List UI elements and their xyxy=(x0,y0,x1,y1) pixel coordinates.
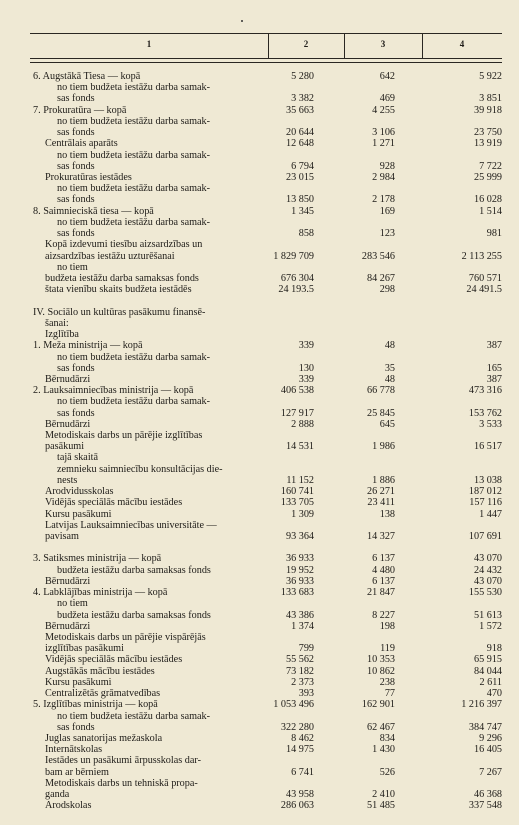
row-label: Centralizētās grāmatvedības xyxy=(45,688,161,700)
column-header-3: 3 xyxy=(380,39,386,49)
table-row xyxy=(0,352,519,363)
table-row xyxy=(0,509,519,520)
cell-value-c2: 13 850 xyxy=(285,194,314,206)
table-row xyxy=(0,654,519,665)
row-label: budžeta iestāžu darba samaksas fonds xyxy=(45,272,199,284)
cell-value-c2: 858 xyxy=(298,228,314,240)
cell-value-c4: 84 044 xyxy=(473,665,502,677)
cell-value-c4: 7 267 xyxy=(479,766,502,778)
cell-value-c4: 25 999 xyxy=(473,171,502,183)
row-label: Izglītība xyxy=(45,329,79,341)
cell-value-c2: 93 364 xyxy=(285,531,314,543)
table-row xyxy=(0,452,519,463)
cell-value-c4: 1 514 xyxy=(479,205,502,217)
cell-value-c2: 1 829 709 xyxy=(273,250,314,262)
table-row xyxy=(0,340,519,351)
table-row xyxy=(0,239,519,250)
cell-value-c4: 46 368 xyxy=(473,789,502,801)
table-row xyxy=(0,71,519,82)
row-label: sas fonds xyxy=(57,721,95,733)
table-row xyxy=(0,632,519,643)
cell-value-c2: 5 280 xyxy=(291,71,314,82)
cell-value-c3: 8 227 xyxy=(372,609,395,621)
row-label: aizsardzības iestāžu uzturēšanai xyxy=(45,250,175,262)
table-row xyxy=(0,161,519,172)
cell-value-c4: 981 xyxy=(486,228,502,240)
cell-value-c3: 66 778 xyxy=(366,385,395,397)
column-header-4: 4 xyxy=(459,39,465,49)
cell-value-c3: 1 886 xyxy=(372,474,395,486)
row-label: Kursu pasākumi xyxy=(45,508,112,520)
table-row xyxy=(0,194,519,205)
table-row xyxy=(0,228,519,239)
table-row xyxy=(0,363,519,374)
table-row xyxy=(0,621,519,632)
row-label: no tiem budžeta iestāžu darba samak- xyxy=(57,149,211,161)
cell-value-c3: 77 xyxy=(384,688,395,700)
row-label: sas fonds xyxy=(57,127,95,139)
table-row xyxy=(0,677,519,688)
row-label: 4. Labklājības ministrija — kopā xyxy=(33,587,168,599)
row-label: 7. Prokuratūra — kopā xyxy=(33,104,127,116)
cell-value-c3: 138 xyxy=(379,508,395,520)
table-row xyxy=(0,520,519,531)
table-row xyxy=(0,722,519,733)
cell-value-c4: 1 216 397 xyxy=(461,699,502,711)
table-row xyxy=(0,475,519,486)
row-label: Augstākās mācību iestādes xyxy=(45,665,155,677)
table-row xyxy=(0,643,519,654)
row-label: Juglas sanatorijas mežaskola xyxy=(45,732,163,744)
cell-value-c4: 7 722 xyxy=(479,160,502,172)
cell-value-c4: 387 xyxy=(486,373,502,385)
cell-value-c3: 23 411 xyxy=(367,497,395,509)
table-row xyxy=(0,206,519,217)
cell-value-c2: 23 015 xyxy=(285,171,314,183)
cell-value-c2: 339 xyxy=(298,373,314,385)
row-label: no tiem budžeta iestāžu darba samak- xyxy=(57,396,211,408)
table-row xyxy=(0,419,519,430)
cell-value-c4: 337 548 xyxy=(468,800,502,812)
cell-value-c3: 48 xyxy=(384,373,395,385)
table-row xyxy=(0,486,519,497)
cell-value-c2: 799 xyxy=(298,643,314,655)
cell-value-c3: 21 847 xyxy=(366,587,395,599)
cell-value-c3: 645 xyxy=(379,418,395,430)
table-row xyxy=(0,307,519,318)
cell-value-c3: 84 267 xyxy=(366,272,395,284)
cell-value-c4: 13 038 xyxy=(473,474,502,486)
cell-value-c4: 16 405 xyxy=(473,744,502,756)
row-label: izglītības pasākumi xyxy=(45,643,124,655)
row-label: šanai: xyxy=(45,317,69,329)
row-label: tajā skaitā xyxy=(57,452,99,464)
cell-value-c3: 2 984 xyxy=(372,171,395,183)
row-label: 8. Saimnieciskā tiesa — kopā xyxy=(33,205,154,217)
row-label: Vidējās speciālās mācību iestādes xyxy=(45,497,183,509)
row-label: Latvijas Lauksaimniecības universitāte — xyxy=(45,519,217,531)
cell-value-c3: 162 901 xyxy=(361,699,395,711)
cell-value-c3: 6 137 xyxy=(372,553,395,565)
cell-value-c3: 526 xyxy=(379,766,395,778)
row-label: nests xyxy=(57,474,78,486)
cell-value-c2: 36 933 xyxy=(285,575,314,587)
cell-value-c3: 469 xyxy=(379,93,395,105)
table-row xyxy=(0,778,519,789)
row-label: Kopā izdevumi tiesību aizsardzības un xyxy=(45,239,203,251)
cell-value-c4: 51 613 xyxy=(473,609,502,621)
cell-value-c2: 393 xyxy=(298,688,314,700)
cell-value-c3: 62 467 xyxy=(366,721,395,733)
cell-value-c3: 123 xyxy=(379,228,395,240)
cell-value-c4: 1 447 xyxy=(479,508,502,520)
cell-value-c3: 1 986 xyxy=(372,441,395,453)
row-label: Internātskolas xyxy=(45,744,103,756)
table-row xyxy=(0,374,519,385)
table-row xyxy=(0,150,519,161)
row-label: 1. Meža ministrija — kopā xyxy=(33,340,143,352)
cell-value-c3: 3 106 xyxy=(372,127,395,139)
row-label: Bērnudārzi xyxy=(45,373,91,385)
row-label: sas fonds xyxy=(57,228,95,240)
cell-value-c2: 1 345 xyxy=(291,205,314,217)
column-header-1: 1 xyxy=(146,39,152,49)
row-label: budžeta iestāžu darba samaksas fonds xyxy=(57,609,211,621)
row-label: Bērnudārzi xyxy=(45,620,91,632)
row-label: Vidējās speciālās mācību iestādes xyxy=(45,654,183,666)
table-row xyxy=(0,542,519,553)
cell-value-c4: 470 xyxy=(486,688,502,700)
row-label: no tiem budžeta iestāžu darba samak- xyxy=(57,183,211,195)
cell-value-c3: 10 353 xyxy=(366,654,395,666)
table-row xyxy=(0,172,519,183)
cell-value-c3: 6 137 xyxy=(372,575,395,587)
cell-value-c3: 14 327 xyxy=(366,531,395,543)
cell-value-c4: 43 070 xyxy=(473,575,502,587)
cell-value-c4: 16 028 xyxy=(473,194,502,206)
table-row xyxy=(0,295,519,306)
cell-value-c4: 187 012 xyxy=(468,486,502,498)
cell-value-c2: 11 152 xyxy=(286,474,314,486)
cell-value-c3: 1 271 xyxy=(372,138,395,150)
cell-value-c3: 238 xyxy=(379,676,395,688)
cell-value-c4: 1 572 xyxy=(479,620,502,632)
table-row xyxy=(0,385,519,396)
table-row xyxy=(0,251,519,262)
cell-value-c2: 55 562 xyxy=(285,654,314,666)
cell-value-c4: 157 116 xyxy=(469,497,502,509)
cell-value-c4: 473 316 xyxy=(468,385,502,397)
cell-value-c2: 2 373 xyxy=(291,676,314,688)
cell-value-c4: 9 296 xyxy=(479,732,502,744)
row-label: Iestādes un pasākumi ārpusskolas dar- xyxy=(45,755,201,767)
row-label: Arodskolas xyxy=(45,800,92,812)
cell-value-c2: 2 888 xyxy=(291,418,314,430)
cell-value-c4: 3 533 xyxy=(479,418,502,430)
cell-value-c2: 36 933 xyxy=(285,553,314,565)
table-row xyxy=(0,408,519,419)
row-label: no tiem budžeta iestāžu darba samak- xyxy=(57,710,211,722)
cell-value-c2: 6 794 xyxy=(291,160,314,172)
row-label: bam ar bērniem xyxy=(45,766,109,778)
table-row xyxy=(0,755,519,766)
cell-value-c4: 153 762 xyxy=(468,407,502,419)
row-label: no tiem budžeta iestāžu darba samak- xyxy=(57,115,211,127)
table-row xyxy=(0,138,519,149)
table-row xyxy=(0,116,519,127)
row-label: budžeta iestāžu darba samaksas fonds xyxy=(57,564,211,576)
table-row xyxy=(0,262,519,273)
cell-value-c2: 14 531 xyxy=(285,441,314,453)
table-row xyxy=(0,273,519,284)
table-row xyxy=(0,711,519,722)
row-label: Bērnudārzi xyxy=(45,575,91,587)
cell-value-c2: 35 663 xyxy=(285,104,314,116)
cell-value-c2: 8 462 xyxy=(291,732,314,744)
cell-value-c4: 165 xyxy=(486,362,502,374)
cell-value-c2: 20 644 xyxy=(285,127,314,139)
cell-value-c2: 676 304 xyxy=(280,272,314,284)
row-label: Prokuratūras iestādes xyxy=(45,171,132,183)
cell-value-c3: 119 xyxy=(380,643,395,655)
cell-value-c3: 10 862 xyxy=(366,665,395,677)
cell-value-c3: 2 410 xyxy=(372,789,395,801)
cell-value-c2: 1 374 xyxy=(291,620,314,632)
row-label: no tiem budžeta iestāžu darba samak- xyxy=(57,82,211,94)
table-row xyxy=(0,688,519,699)
cell-value-c3: 4 480 xyxy=(372,564,395,576)
cell-value-c2: 24 193.5 xyxy=(278,284,314,296)
cell-value-c2: 133 705 xyxy=(280,497,314,509)
cell-value-c3: 928 xyxy=(379,160,395,172)
row-label: IV. Sociālo un kultūras pasākumu finansē- xyxy=(33,306,206,318)
table-row xyxy=(0,565,519,576)
cell-value-c4: 13 919 xyxy=(473,138,502,150)
row-label: 6. Augstākā Tiesa — kopā xyxy=(33,71,141,82)
row-label: Arodvidusskolas xyxy=(45,486,114,498)
cell-value-c3: 283 546 xyxy=(361,250,395,262)
table-row xyxy=(0,800,519,811)
row-label: Metodiskais darbs un tehniskā propa- xyxy=(45,777,198,789)
row-label: pasākumi xyxy=(45,441,85,453)
cell-value-c4: 39 918 xyxy=(473,104,502,116)
cell-value-c2: 160 741 xyxy=(280,486,314,498)
table-row xyxy=(0,666,519,677)
row-label: štata vienību skaits budžeta iestādēs xyxy=(45,284,192,296)
table-row xyxy=(0,587,519,598)
table-row xyxy=(0,531,519,542)
cell-value-c4: 43 070 xyxy=(473,553,502,565)
row-label: Metodiskais darbs un pārējie izglītības xyxy=(45,430,203,442)
cell-value-c3: 169 xyxy=(379,205,395,217)
cell-value-c4: 2 611 xyxy=(479,676,502,688)
cell-value-c3: 25 845 xyxy=(366,407,395,419)
table-row xyxy=(0,329,519,340)
row-label: no tiem xyxy=(57,261,88,273)
cell-value-c4: 24 432 xyxy=(473,564,502,576)
cell-value-c2: 130 xyxy=(298,362,314,374)
table-row xyxy=(0,105,519,116)
table-row xyxy=(0,127,519,138)
cell-value-c4: 3 851 xyxy=(479,93,502,105)
cell-value-c4: 65 915 xyxy=(473,654,502,666)
row-label: sas fonds xyxy=(57,194,95,206)
table-row xyxy=(0,396,519,407)
cell-value-c2: 286 063 xyxy=(280,800,314,812)
cell-value-c3: 2 178 xyxy=(372,194,395,206)
row-label: ganda xyxy=(45,789,70,801)
cell-value-c2: 406 538 xyxy=(280,385,314,397)
column-header-2: 2 xyxy=(303,39,309,49)
table-row xyxy=(0,789,519,800)
cell-value-c3: 298 xyxy=(379,284,395,296)
cell-value-c2: 14 975 xyxy=(285,744,314,756)
cell-value-c4: 5 922 xyxy=(479,71,502,82)
table-row xyxy=(0,93,519,104)
cell-value-c2: 127 917 xyxy=(280,407,314,419)
row-label: sas fonds xyxy=(57,362,95,374)
cell-value-c3: 1 430 xyxy=(372,744,395,756)
cell-value-c4: 384 747 xyxy=(468,721,502,733)
cell-value-c4: 23 750 xyxy=(473,127,502,139)
cell-value-c2: 322 280 xyxy=(280,721,314,733)
cell-value-c3: 834 xyxy=(379,732,395,744)
table-row xyxy=(0,284,519,295)
row-label: no tiem xyxy=(57,598,88,610)
table-row xyxy=(0,767,519,778)
cell-value-c2: 19 952 xyxy=(285,564,314,576)
cell-value-c2: 133 683 xyxy=(280,587,314,599)
table-row xyxy=(0,699,519,710)
row-label: sas fonds xyxy=(57,407,95,419)
table-row xyxy=(0,610,519,621)
table-row xyxy=(0,183,519,194)
row-label: Metodiskais darbs un pārējie vispārējās xyxy=(45,632,206,643)
cell-value-c4: 387 xyxy=(486,340,502,352)
table-row xyxy=(0,497,519,508)
cell-value-c4: 16 517 xyxy=(473,441,502,453)
row-label: pavisam xyxy=(45,531,79,543)
row-label: Bērnudārzi xyxy=(45,418,91,430)
row-label: no tiem budžeta iestāžu darba samak- xyxy=(57,351,211,363)
table-row xyxy=(0,430,519,441)
cell-value-c2: 339 xyxy=(298,340,314,352)
cell-value-c3: 198 xyxy=(379,620,395,632)
table-row xyxy=(0,82,519,93)
cell-value-c2: 6 741 xyxy=(291,766,314,778)
cell-value-c3: 51 485 xyxy=(366,800,395,812)
cell-value-c4: 918 xyxy=(486,643,502,655)
table-row xyxy=(0,464,519,475)
cell-value-c3: 642 xyxy=(379,71,395,82)
cell-value-c4: 2 113 255 xyxy=(461,250,502,262)
table-row xyxy=(0,318,519,329)
cell-value-c2: 43 386 xyxy=(285,609,314,621)
row-label: 3. Satiksmes ministrija — kopā xyxy=(33,553,162,565)
row-label: 2. Lauksaimniecības ministrija — kopā xyxy=(33,385,194,397)
table-row xyxy=(0,576,519,587)
table-row xyxy=(0,441,519,452)
table-row xyxy=(0,553,519,564)
row-label: no tiem budžeta iestāžu darba samak- xyxy=(57,216,211,228)
row-label: 5. Izglītības ministrija — kopā xyxy=(33,699,158,711)
cell-value-c4: 107 691 xyxy=(468,531,502,543)
row-label: zemnieku saimniecību konsultācijas die- xyxy=(57,463,223,475)
row-label: Kursu pasākumi xyxy=(45,676,112,688)
cell-value-c4: 24 491.5 xyxy=(466,284,502,296)
cell-value-c3: 4 255 xyxy=(372,104,395,116)
table-row xyxy=(0,217,519,228)
cell-value-c2: 1 053 496 xyxy=(273,699,314,711)
cell-value-c3: 35 xyxy=(384,362,395,374)
cell-value-c2: 12 648 xyxy=(285,138,314,150)
cell-value-c2: 3 382 xyxy=(291,93,314,105)
cell-value-c4: 155 530 xyxy=(468,587,502,599)
table-row xyxy=(0,598,519,609)
cell-value-c2: 73 182 xyxy=(285,665,314,677)
row-label: sas fonds xyxy=(57,160,95,172)
row-label: Centrālais aparāts xyxy=(45,138,118,150)
table-row xyxy=(0,733,519,744)
cell-value-c4: 760 571 xyxy=(468,272,502,284)
table-row xyxy=(0,744,519,755)
row-label: sas fonds xyxy=(57,93,95,105)
cell-value-c2: 43 958 xyxy=(285,789,314,801)
cell-value-c3: 48 xyxy=(384,340,395,352)
cell-value-c3: 26 271 xyxy=(366,486,395,498)
cell-value-c2: 1 309 xyxy=(291,508,314,520)
